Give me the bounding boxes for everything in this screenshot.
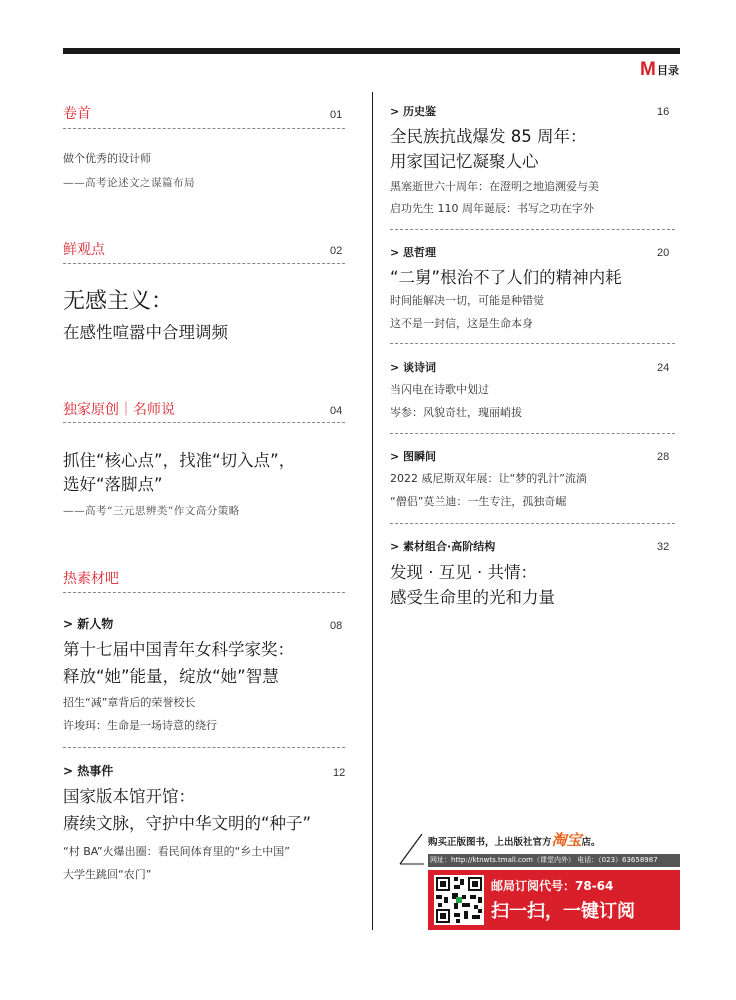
section-title-resucai: 热素材吧 (63, 571, 119, 587)
dashed-divider (390, 343, 675, 344)
dashed-divider (63, 592, 345, 593)
entry-headline[interactable]: “二舅”根治不了人们的精神内耗 (390, 268, 622, 287)
dashed-divider (63, 747, 345, 748)
qr-code-icon[interactable] (434, 875, 484, 925)
entry-headline[interactable]: 发现 · 互见 · 共情： (390, 563, 537, 582)
magazine-logo: M (640, 59, 656, 80)
section-title-dujia: 独家原创｜名师说 (63, 402, 175, 418)
entry-headline[interactable]: 第十七届中国青年女科学家奖： (63, 640, 294, 659)
entry-title[interactable]: 2022 威尼斯双年展：让“梦的乳汁”流淌 (390, 472, 587, 485)
section-title-juanshou: 卷首 (63, 106, 91, 122)
category-label: > 热事件 (63, 764, 114, 778)
entry-headline[interactable]: 无感主义： (63, 289, 174, 314)
entry-headline-cont: 释放“她”能量，绽放“她”智慧 (63, 667, 279, 686)
category-label: > 图瞬间 (390, 450, 437, 463)
page-number: 08 (330, 620, 343, 632)
page-number: 20 (657, 247, 670, 259)
page-number: 02 (330, 245, 343, 257)
entry-title[interactable]: 大学生跳回“农门” (63, 868, 152, 881)
entry-title[interactable]: 做个优秀的设计师 (63, 152, 151, 165)
entry-title[interactable]: 这不是一封信，这是生命本身 (390, 317, 533, 330)
category-label: > 谈诗词 (390, 361, 437, 374)
category-label: > 素材组合·高阶结构 (390, 540, 496, 553)
entry-headline-cont: 选好“落脚点” (63, 475, 163, 494)
section-title-xianguandian: 鲜观点 (63, 242, 105, 258)
entry-headline-cont: 赓续文脉，守护中华文明的“种子” (63, 814, 312, 833)
entry-title[interactable]: 许埈珥：生命是一场诗意的绕行 (63, 719, 217, 732)
dashed-divider (390, 523, 675, 524)
page-number: 12 (333, 767, 346, 779)
scan-subscribe-text[interactable]: 扫一扫，一键订阅 (491, 901, 635, 922)
page-number: 24 (657, 362, 670, 374)
dashed-divider (390, 229, 675, 230)
entry-headline[interactable]: 国家版本馆开馆： (63, 787, 195, 806)
entry-subtitle: ——高考“三元思辨类”作文高分策略 (63, 505, 240, 517)
entry-title[interactable]: 时间能解决一切，可能是种错觉 (390, 294, 544, 307)
category-label: > 历史鉴 (390, 105, 437, 118)
page-number: 01 (330, 109, 343, 121)
dashed-divider (63, 422, 345, 423)
entry-title[interactable]: “村 BA”火爆出圈：看民间体育里的“乡土中国” (63, 845, 291, 858)
entry-subtitle: ——高考论述文之谋篇布局 (63, 177, 195, 189)
taobao-logo: 淘宝 (551, 831, 582, 849)
category-label: > 思哲理 (390, 246, 437, 259)
ad-headline-b: 店。 (581, 837, 601, 848)
ad-headline (428, 831, 601, 849)
dashed-divider (63, 263, 345, 264)
category-label: > 新人物 (63, 617, 114, 631)
entry-title[interactable]: 黑塞逝世六十周年：在澄明之地追溯爱与美 (390, 180, 599, 193)
entry-subheadline: 在感性喧嚣中合理调频 (63, 323, 228, 342)
entry-title[interactable]: 启功先生 110 周年诞辰：书写之功在字外 (390, 202, 594, 215)
entry-title[interactable]: “僧侣”莫兰迪：一生专注，孤独奇崛 (390, 495, 567, 508)
ad-url-bar[interactable]: 网址：http://ktnwts.tmall.com（课堂内外） 电话：（023）63658987 (428, 854, 680, 867)
entry-title[interactable]: 岑参：风貌奇壮，瑰丽峭拔 (390, 406, 522, 419)
column-divider (372, 92, 373, 930)
postal-code-text: 邮局订阅代号：78-64 (491, 879, 614, 893)
entry-title[interactable]: 招生“减”章背后的荣誉校长 (63, 696, 196, 709)
page-number: 04 (330, 405, 343, 417)
entry-headline-cont: 用家国记忆凝聚人心 (390, 152, 539, 171)
dashed-divider (390, 433, 675, 434)
entry-title[interactable]: 当闪电在诗歌中划过 (390, 383, 489, 396)
ad-headline-a: 购买正版图书，上出版社官方 (428, 837, 552, 848)
page-number: 28 (657, 451, 670, 463)
page-number: 16 (657, 106, 670, 118)
entry-headline[interactable]: 抓住“核心点”，找准“切入点”， (63, 451, 296, 470)
page-title: 目录 (657, 64, 679, 77)
entry-headline[interactable]: 全民族抗战爆发 85 周年： (390, 127, 587, 146)
dashed-divider (63, 128, 345, 129)
top-rule (63, 48, 680, 54)
slash-decoration (398, 832, 424, 866)
page-number: 32 (657, 541, 670, 553)
entry-headline-cont: 感受生命里的光和力量 (390, 588, 555, 607)
